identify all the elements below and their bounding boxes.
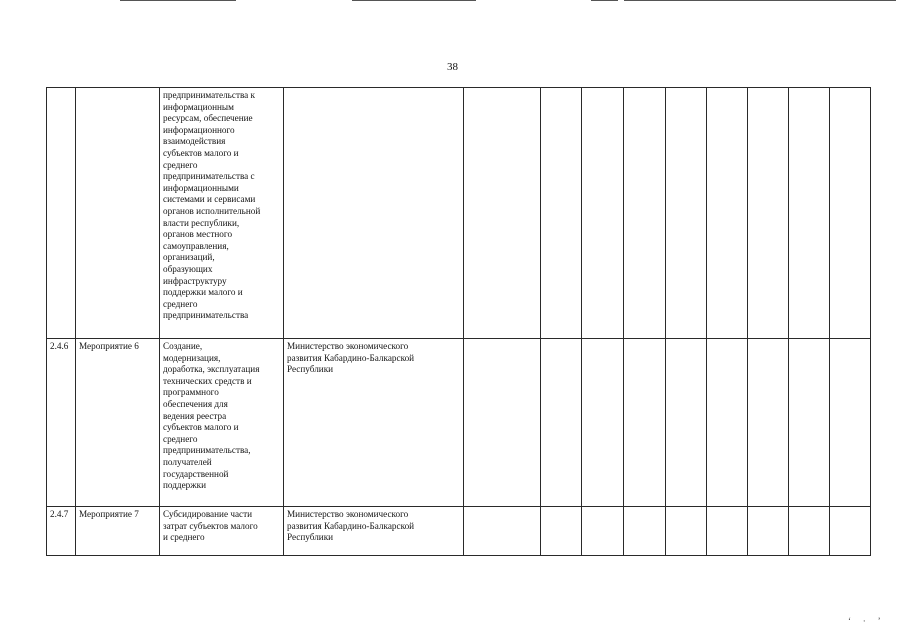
row-responsible-cell: Министерство экономического развития Кабардино-Балкарской Республики <box>284 507 464 556</box>
empty-cell <box>624 88 666 339</box>
empty-cell <box>541 88 582 339</box>
row-description-cell: Субсидирование части затрат субъектов малого и среднего <box>160 507 284 556</box>
row-code-cell: 2.4.6 <box>47 339 76 507</box>
empty-cell <box>789 88 830 339</box>
table-row <box>47 88 871 339</box>
row-code-cell <box>47 88 76 339</box>
empty-cell <box>624 507 666 556</box>
row-responsible-cell <box>284 88 464 339</box>
empty-cell <box>789 339 830 507</box>
empty-cell <box>748 88 789 339</box>
empty-cell <box>666 339 707 507</box>
empty-cell <box>748 507 789 556</box>
row-description-cell: предпринимательства к информационным ресурсам, обеспечение информационного взаимодействия субъектов малого и среднего предпринимательства с информационными системами и сервисами органов исполнительной власти республики, органов местного самоуправления, организаций, образующих инфраструктуру поддержки малого и среднего предпринимательства <box>160 88 284 339</box>
empty-cell <box>464 88 541 339</box>
empty-cell <box>624 339 666 507</box>
empty-cell <box>582 339 624 507</box>
empty-cell <box>707 507 748 556</box>
row-responsible-cell: Министерство экономического развития Кабардино-Балкарской Республики <box>284 339 464 507</box>
empty-cell <box>582 88 624 339</box>
top-scan-line-middle <box>352 0 476 1</box>
page-number: 38 <box>447 61 458 73</box>
top-scan-line-right-short <box>591 0 618 1</box>
empty-cell <box>707 339 748 507</box>
empty-cell <box>541 339 582 507</box>
empty-cell <box>789 507 830 556</box>
row-event-cell: Мероприятие 6 <box>76 339 160 507</box>
scan-specks: ‘ · ’ <box>848 616 886 626</box>
empty-cell <box>830 88 871 339</box>
top-scan-line-left <box>120 0 236 1</box>
empty-cell <box>666 88 707 339</box>
empty-cell <box>464 507 541 556</box>
row-event-cell <box>76 88 160 339</box>
empty-cell <box>830 339 871 507</box>
empty-cell <box>464 339 541 507</box>
program-table <box>46 87 871 556</box>
empty-cell <box>541 507 582 556</box>
empty-cell <box>748 339 789 507</box>
table-row <box>47 507 871 556</box>
row-code-cell: 2.4.7 <box>47 507 76 556</box>
row-event-cell: Мероприятие 7 <box>76 507 160 556</box>
table-row <box>47 339 871 507</box>
empty-cell <box>666 507 707 556</box>
empty-cell <box>707 88 748 339</box>
row-description-cell: Создание, модернизация, доработка, эксплуатация технических средств и программного обеспечения для ведения реестра субъектов малого и среднего предпринимательства, получателей государственной поддержки <box>160 339 284 507</box>
empty-cell <box>582 507 624 556</box>
top-scan-line-right <box>624 0 896 1</box>
empty-cell <box>830 507 871 556</box>
